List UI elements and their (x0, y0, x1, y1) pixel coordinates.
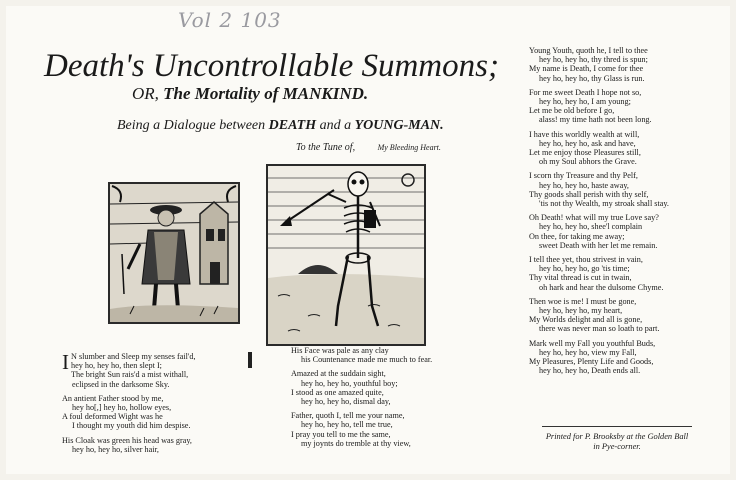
verse-line: hey ho, hey ho, I am young; (539, 97, 631, 107)
verse-line: I pray you tell to me the same, (291, 429, 391, 439)
verse-line: hey ho, hey ho, tell me true, (301, 420, 393, 430)
verse-line: An antient Father stood by me, (62, 393, 164, 403)
drop-cap: I (62, 350, 69, 374)
verse-line: hey ho, hey ho, haste away, (539, 180, 629, 190)
stanza (529, 130, 699, 167)
stanza (291, 346, 451, 364)
verse-line: Oh Death! what will my true Love say? (529, 213, 659, 223)
verse-line: N slumber and Sleep my senses fail'd, (71, 352, 196, 361)
ballad-title: Death's Uncontrollable Summons; (44, 48, 499, 84)
verse-line: I tell thee yet, thou strivest in vain, (529, 255, 643, 265)
middle-verse-column (291, 346, 451, 453)
right-verse-column (529, 46, 699, 381)
verse-line: I thought my youth did him despise. (72, 421, 191, 431)
stanza (291, 411, 451, 448)
verse-line: On thee, for taking me away; (529, 231, 625, 241)
verse-line: hey ho, hey ho, dismal day, (301, 397, 391, 407)
verse-line: A foul deformed Wight was he (62, 412, 163, 422)
verse-line: hey ho, hey ho, thy thred is spun; (539, 55, 648, 65)
verse-line: His Cloak was green his head was gray, (62, 435, 192, 445)
verse-line: Let me be old before I go, (529, 106, 615, 116)
stanza (529, 46, 699, 83)
verse-line: his Countenance made me much to fear. (301, 355, 433, 365)
subtitle-main: The Mortality of MANKIND. (163, 84, 369, 103)
column-divider (248, 352, 252, 368)
verse-line: The bright Sun rais'd a mist withall, (71, 370, 189, 380)
dialogue-line (117, 118, 444, 134)
verse-line: hey ho, hey ho, view my Fall, (539, 347, 637, 357)
dialogue-mid: and a (316, 118, 355, 133)
verse-line: My Worlds delight and all is gone, (529, 315, 643, 325)
verse-line: I have this worldly wealth at will, (529, 129, 640, 139)
verse-line: For me sweet Death I hope not so, (529, 87, 642, 97)
verse-line: there was never man so loath to part. (539, 324, 660, 334)
dialogue-death: DEATH (268, 118, 317, 133)
verse-line: His Face was pale as any clay (291, 346, 389, 355)
verse-line: Thy vital thread is cut in twain, (529, 273, 632, 283)
verse-line: oh hark and hear the dulsome Chyme. (539, 282, 664, 292)
dialogue-young: YOUNG-MAN. (354, 118, 444, 133)
verse-line: eclipsed in the darksome Sky. (72, 379, 170, 389)
verse-line: 'tis not thy Wealth, my stroak shall stay. (539, 199, 669, 209)
verse-line: hey ho, hey ho, shee'l complain (539, 222, 643, 232)
verse-line: I scorn thy Treasure and thy Pelf, (529, 171, 638, 181)
verse-line: hey ho, hey ho, thy Glass is run. (539, 73, 645, 83)
verse-line: hey ho, hey ho, then slept I; (71, 361, 162, 371)
imprint-rule (542, 426, 692, 427)
verse-line: Let me enjoy those Pleasures still, (529, 148, 641, 158)
stanza (529, 339, 699, 376)
woodcut-death-skeleton (266, 164, 426, 346)
verse-line: My name is Death, I come for thee (529, 64, 644, 74)
verse-line: sweet Death with her let me remain. (539, 240, 658, 250)
skeleton-illustration (268, 166, 424, 344)
verse-line: Then woe is me! I must be gone, (529, 296, 637, 306)
tune-label: To the Tune of, (296, 142, 356, 153)
verse-line: my joynts do tremble at thy view, (301, 438, 411, 448)
stanza (62, 436, 252, 454)
stanza (62, 352, 252, 389)
left-verse-column (62, 352, 252, 459)
verse-line: hey ho, hey ho, go 'tis time; (539, 264, 630, 274)
verse-line: Thy goods shall perish with thy self, (529, 189, 649, 199)
verse-line: hey ho, hey ho, youthful boy; (301, 378, 398, 388)
printer-imprint (537, 432, 697, 451)
stanza (291, 369, 451, 406)
verse-line: I stood as one amazed quite, (291, 387, 384, 397)
verse-line: My Pleasures, Plenty Life and Goods, (529, 357, 654, 367)
stanza (529, 297, 699, 334)
verse-line: hey ho, hey ho, silver hair, (72, 444, 159, 454)
stanza (529, 255, 699, 292)
subtitle-or: OR, (132, 84, 159, 103)
stanza (529, 213, 699, 250)
verse-line: hey ho, hey ho, my heart, (539, 306, 623, 316)
tune-line (296, 142, 441, 153)
verse-line: Mark well my Fall you youthful Buds, (529, 338, 656, 348)
verse-line: Young Youth, quoth he, I tell to thee (529, 46, 648, 55)
imprint-line: in Pye-corner. (593, 441, 641, 451)
verse-line: alass! my time hath not been long. (539, 115, 652, 125)
stanza (529, 171, 699, 208)
ballad-subtitle (132, 84, 368, 104)
verse-line: hey ho[,] hey ho, hollow eyes, (72, 403, 172, 413)
verse-line: oh my Soul abhors the Grave. (539, 157, 637, 167)
stanza (529, 88, 699, 125)
archive-annotation: Vol 2 103 (178, 8, 282, 32)
tune-name: My Bleeding Heart. (377, 143, 441, 152)
verse-line: hey ho, hey ho, ask and have, (539, 138, 636, 148)
verse-line: hey ho, hey ho, Death ends all. (539, 366, 641, 376)
imprint-line: Printed for P. Brooksby at the Golden Ball (545, 432, 689, 441)
woodcut-young-man (108, 182, 240, 324)
verse-line: Father, quoth I, tell me your name, (291, 411, 405, 421)
verse-line: Amazed at the suddain sight, (291, 369, 386, 379)
young-man-illustration (110, 184, 238, 322)
dialogue-pre: Being a Dialogue between (117, 118, 269, 133)
stanza (62, 394, 252, 431)
